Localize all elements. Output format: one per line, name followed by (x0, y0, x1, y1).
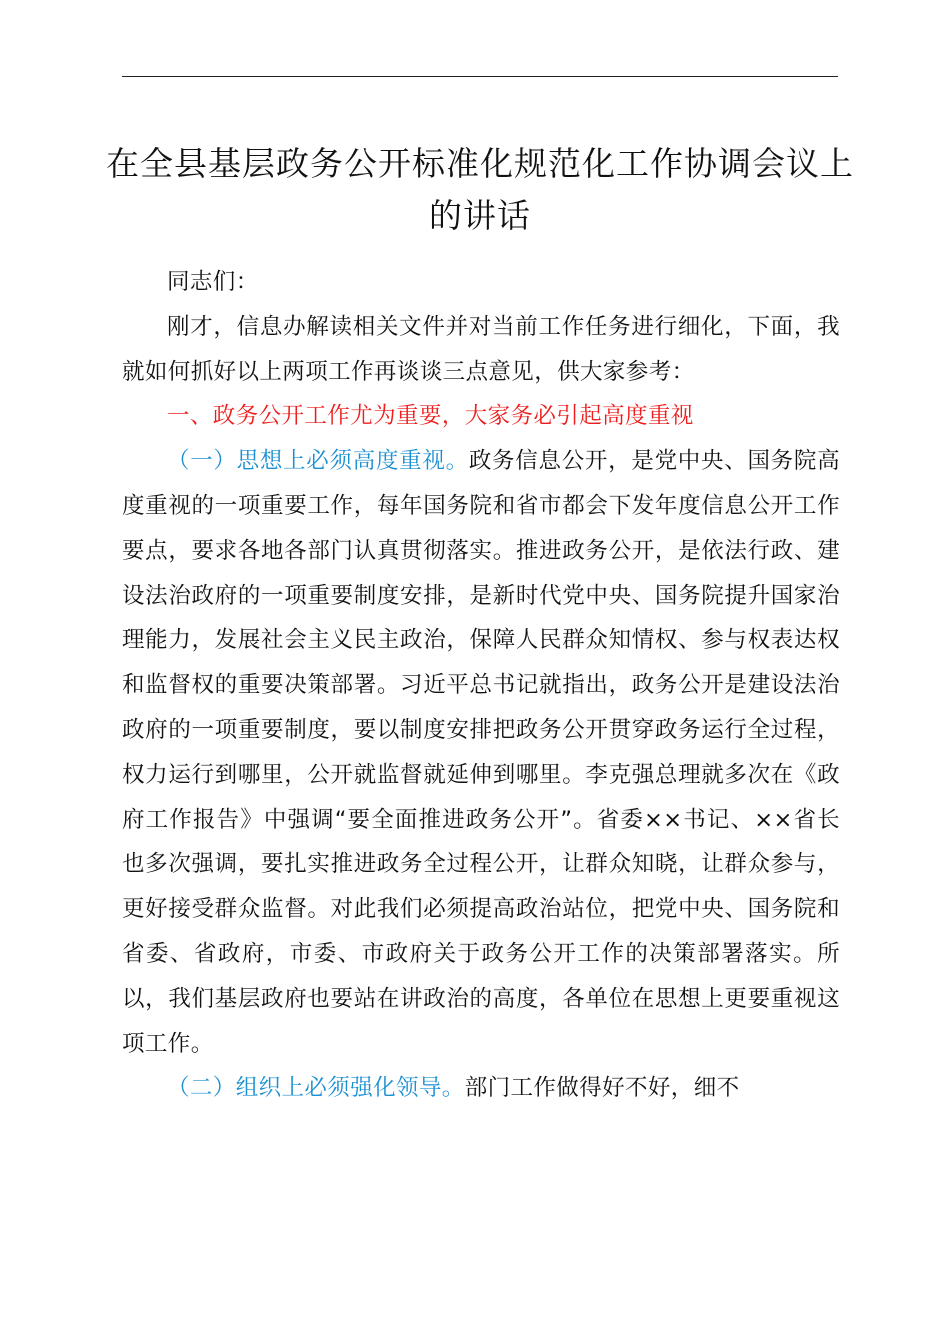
salutation: 同志们： (167, 269, 259, 295)
document-body (122, 260, 840, 1111)
section-heading: 一、政务公开工作尤为重要，大家务必引起高度重视 (167, 403, 694, 430)
header-rule (122, 76, 838, 77)
item-1-text: 政务信息公开，是党中央、国务院高度重视的一项重要工作，每年国务院和省市都会下发年度信息公开工作要点，要求各地各部门认真贯彻落实。推进政务公开，是依法行政、建设法治政府的一项重要制度安排，是新时代党中央、国务院提升国家治理能力，发展社会主义民主政治，保障人民群众知情权、参与权表达权和监督权的重要决策部署。习近平总书记就指出，政务公开是建设法治政府的一项重要制度，要以制度安排把政务公开贯穿政务运行全过程，权力运行到哪里，公开就监督就延伸到哪里。李克强总理就多次在《政府工作报告》中强调“要全面推进政务公开”。省委××书记、××省长也多次强调，要扎实推进政务全过程公开，让群众知晓，让群众参与，更好接受群众监督。对此我们必须提高政治站位，把党中央、国务院和省委、省政府，市委、市政府关于政务公开工作的决策部署落实。所以，我们基层政府也要站在讲政治的高度，各单位在思想上更要重视这项工作。 (122, 448, 841, 1057)
paragraph-item-2 (122, 1066, 840, 1111)
item-1-heading: （一）思想上必须高度重视。 (167, 448, 469, 475)
intro-paragraph: 刚才，信息办解读相关文件并对当前工作任务进行细化，下面，我就如何抓好以上两项工作再谈谈三点意见，供大家参考： (122, 313, 840, 385)
item-2-heading: （二）组织上必须强化领导。 (167, 1075, 465, 1102)
item-2-text: 部门工作做得好不好，细不 (464, 1075, 740, 1102)
document-title: 在全县基层政务公开标准化规范化工作协调会议上的讲话 (106, 144, 854, 235)
paragraph-item-1 (122, 439, 840, 1066)
